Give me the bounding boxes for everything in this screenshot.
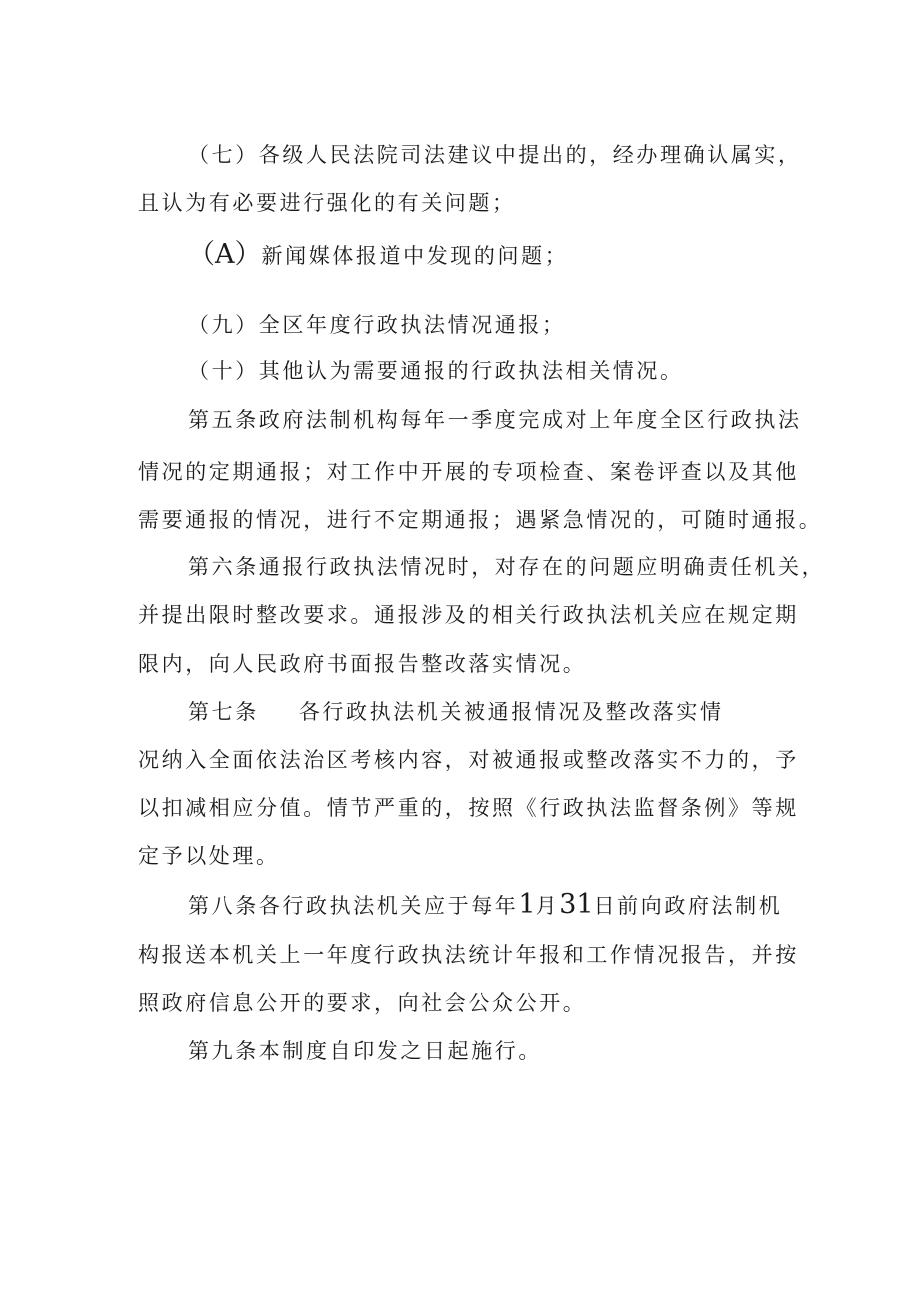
item-8-text: 新闻媒体报道中发现的问题； [261, 244, 569, 268]
article-8-month-unit: 月 [535, 894, 560, 918]
article-8-prefix: 第八条各行政执法机关应于每年 [188, 894, 519, 918]
article-5-line-1: 第五条政府法制机构每年一季度完成对上年度全区行政执法 [188, 408, 802, 432]
article-7-text: 各行政执法机关被通报情况及整改落实情 [298, 700, 724, 724]
article-6-line-3: 限内，向人民政府书面报告整改落实情况。 [138, 652, 587, 676]
article-8-day: 31 [559, 889, 594, 920]
article-7-line-1 [188, 698, 724, 726]
article-8-line-1 [188, 891, 782, 920]
article-9-line: 第九条本制度自印发之日起施行。 [188, 1039, 542, 1063]
article-7-line-4: 定予以处理。 [138, 844, 280, 868]
article-7-line-2: 况纳入全面依法治区考核内容，对被通报或整改落实不力的，予 [138, 748, 799, 772]
article-8-suffix: 日前向政府法制机 [593, 894, 783, 918]
article-8-line-3: 照政府信息公开的要求，向社会公众公开。 [138, 991, 587, 1015]
item-9-line: （九）全区年度行政执法情况通报； [188, 313, 566, 337]
item-7-line-1: （七）各级人民法院司法建议中提出的，经办理确认属实， [188, 143, 802, 167]
article-6-line-1: 第六条通报行政执法情况时，对存在的问题应明确责任机关， [188, 555, 826, 579]
item-8-line [188, 241, 568, 270]
article-6-line-2: 并提出限时整改要求。通报涉及的相关行政执法机关应在规定期 [138, 603, 799, 627]
article-5-line-2: 情况的定期通报；对工作中开展的专项检查、案卷评查以及其他 [138, 460, 799, 484]
item-7-line-2: 且认为有必要进行强化的有关问题； [138, 191, 516, 215]
article-7-line-3: 以扣减相应分值。情节严重的，按照《行政执法监督条例》等规 [138, 796, 799, 820]
article-8-line-2: 构报送本机关上一年度行政执法统计年报和工作情况报告，并按 [138, 943, 799, 967]
article-7-label: 第七条 [188, 700, 259, 724]
article-8-month: 1 [518, 889, 536, 920]
item-10-line: （十）其他认为需要通报的行政执法相关情况。 [188, 359, 684, 383]
item-8-label: （A） [188, 239, 262, 270]
article-5-line-3: 需要通报的情况，进行不定期通报；遇紧急情况的，可随时通报。 [138, 508, 823, 532]
